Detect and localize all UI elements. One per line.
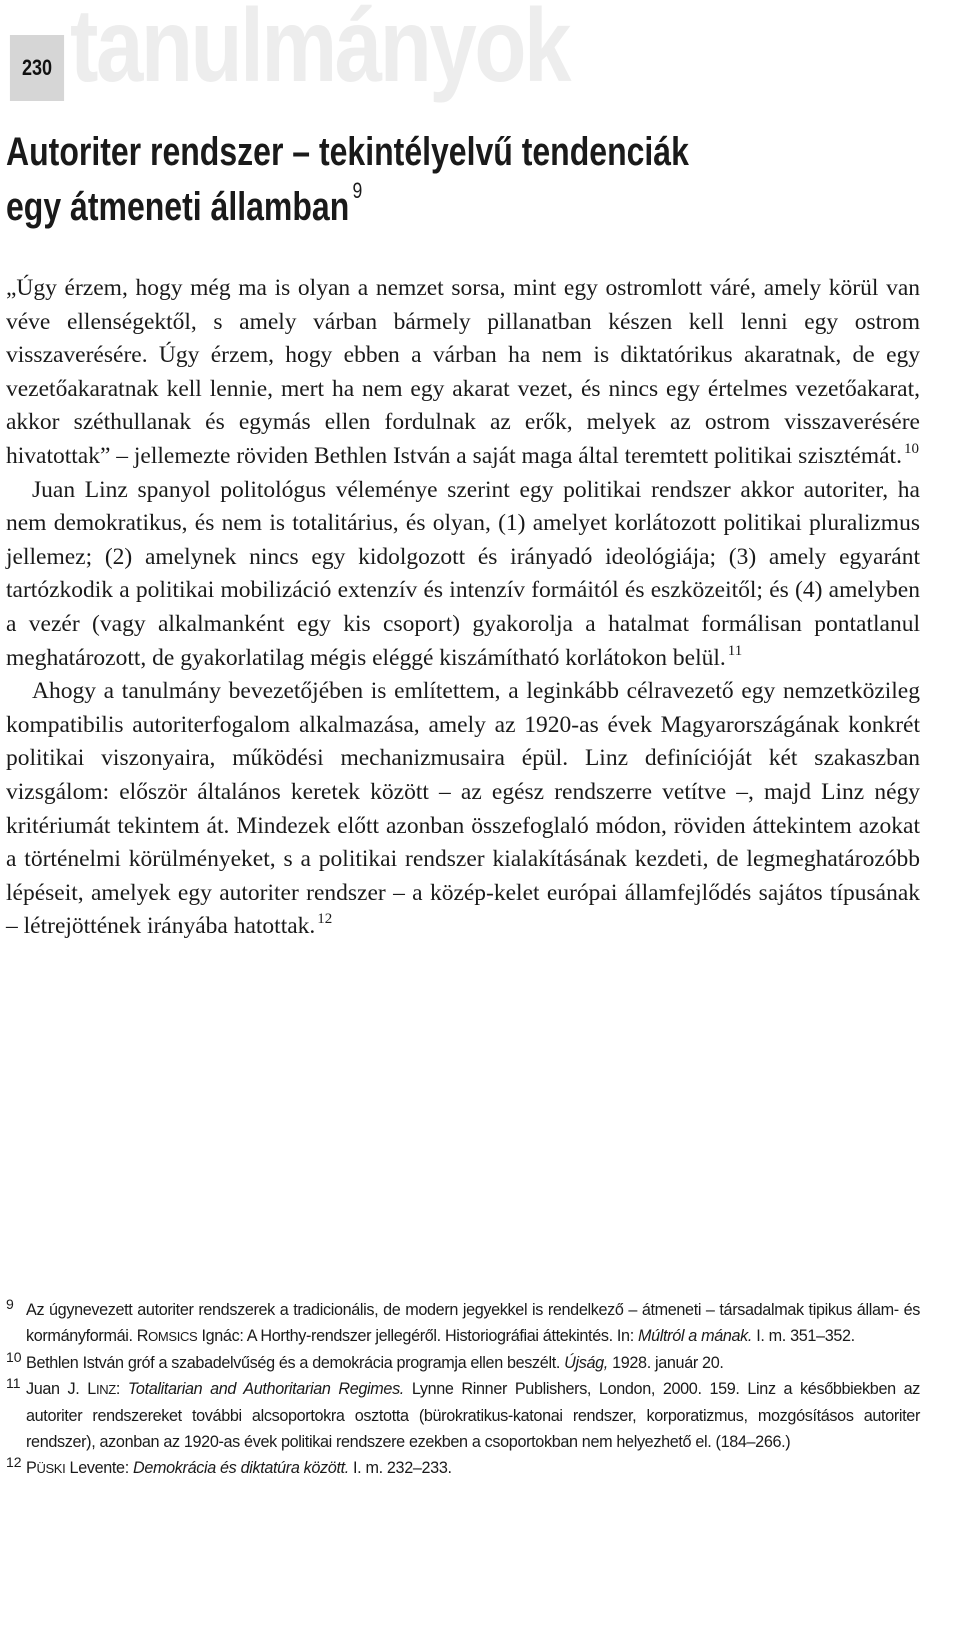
footnote-11-text-c: Lynne Rinner Publishers, London, 2000. 159. Linz a későbbiekben az autoriter rendszereket további alcsoportokra osztotta (bürokratikus-katonai rendszer, korporatizmus, mozgósításos autoriter rendszer), azonban az 1920-as évek politikai rendszere ezekben a csoportokban nem helyezhető el. (184–266.) [26,1380,921,1451]
footnote-ref-9[interactable]: 9 [352,178,363,203]
paragraph-3-text: Ahogy a tanulmány bevezetőjében is említettem, a leginkább célravezető egy nemzetközileg kompatibilis autoriterfogalom alkalmazása, amely az 1920-as évek Magyarországának konkrét politikai viszonyaira, működési mechanizmusaira épül. Linz definícióját két szakaszban vizsgálom: először általános keretek között – az egész rendszerre vetítve –, majd Linz négy kritériumát tekintem át. Mindezek előtt azonban összefoglaló módon, röviden áttekintem azokat a történelmi körülményeket, s a politikai rendszer kialakításának kezdeti, de legmeghatározóbb lépéseit, amelyek egy autoriter rendszer – a közép-kelet európai államfejlődés sajátos típusának – létrejöttének irányába hatottak. [6,678,920,940]
footnote-ref-10[interactable]: 10 [903,440,919,457]
footnote-11-author-rest: INZ [95,1382,116,1397]
footnote-9-text-a: Az úgynevezett autoriter rendszerek a tradicionális, de modern jegyekkel is rendelkező – átmeneti – társadalmak tipikus állam- és kormányformái. [26,1301,920,1345]
paragraph-1 [6,272,920,474]
title-line-2-text: egy átmeneti államban [6,185,350,229]
page-header [0,0,960,110]
footnote-9-italic: Múltról a mának. [638,1327,753,1345]
footnote-9-number: 9 [6,1296,14,1312]
footnote-11-text-b: : [115,1380,128,1398]
footnote-11-number: 11 [6,1375,21,1391]
paragraph-2-text: Juan Linz spanyol politológus véleménye szerint egy politikai rendszer akkor autoriter, ha nem demokratikus, és nem is totalitárius, és olyan, (1) amelyet korlátozott politikai pluralizmus jellemez; (2) amelynek nincs egy kidolgozott és irányadó ideológiája; (3) amely egyaránt tartózkodik a politikai mobilizáció extenzív és intenzív formáitól és eszközeitől; és (4) amelyben a vezér (vagy alkalmanként egy kis csoport) gyakorolja a hatalmat formálisan pontatlanul meghatározott, de gyakorlatilag mégis eléggé kiszámítható korlátokon belül. [6,476,920,671]
footnote-11 [6,1376,920,1455]
footnote-11-author-initial: L [87,1380,96,1398]
article-title [6,125,726,235]
footnote-12-text-b: I. m. 232–233. [348,1459,452,1477]
footnote-12-italic: Demokrácia és diktatúra között. [133,1459,349,1477]
title-line-1: Autoriter rendszer – tekintélyelvű tendenciák [6,130,689,174]
footnote-10 [6,1350,920,1376]
title-line-2 [6,180,726,235]
footnote-12-number: 12 [6,1454,22,1470]
footnote-ref-11[interactable]: 11 [727,642,743,659]
footnote-12-text-a: Levente: [65,1459,134,1477]
footnote-12-author-rest: ÜSKI [36,1461,66,1476]
footnote-ref-12[interactable]: 12 [317,911,333,928]
footnote-9-author-initial: R [136,1327,149,1345]
footnotes [6,1297,920,1482]
article-body [6,272,920,944]
footnote-12 [6,1455,920,1482]
footnote-9-text-b: Ignác: A Horthy-rendszer jellegéről. Historiográfiai áttekintés. In: [197,1327,638,1345]
paragraph-2 [6,474,920,676]
footnote-12-author-initial: P [26,1459,37,1477]
footnote-11-text-a: Juan J. [26,1380,88,1398]
footnote-9-text-c: I. m. 351–352. [752,1327,855,1345]
footnote-10-italic: Újság, [564,1354,608,1372]
paragraph-1-text: „Úgy érzem, hogy még ma is olyan a nemzet sorsa, mint egy ostromlott váré, amely körül van véve ellenségektől, s amely várban bármely pillanatban készen kell lenni egy ostrom visszaverésére. Úgy érzem, hogy ebben a várban ha nem is diktatórikus akaratnak, de egy vezetőakaratnak kell lennie, mert ha nem egy akarat vezet, és nincs egy értelmes vezetőakarat, akkor széthullanak és egymás ellen fordulnak az erők, melyek az ostrom visszaverésére hivatottak” – jellemezte röviden Bethlen István a saját maga által teremtett politikai szisztémát. [6,275,920,469]
footnote-11-italic: Totalitarian and Authoritarian Regimes. [127,1380,404,1398]
footnote-10-text-a: Bethlen István gróf a szabadelvűség és a demokrácia programja ellen beszélt. [26,1354,565,1372]
section-heading-watermark: tanulmányok [70,0,569,104]
footnote-10-text-b: 1928. január 20. [607,1354,724,1372]
footnote-10-number: 10 [6,1349,22,1365]
paragraph-3 [6,675,920,944]
page-number: 230 [10,35,64,101]
footnote-9-author-rest: OMSICS [148,1329,198,1344]
footnote-9 [6,1297,920,1350]
